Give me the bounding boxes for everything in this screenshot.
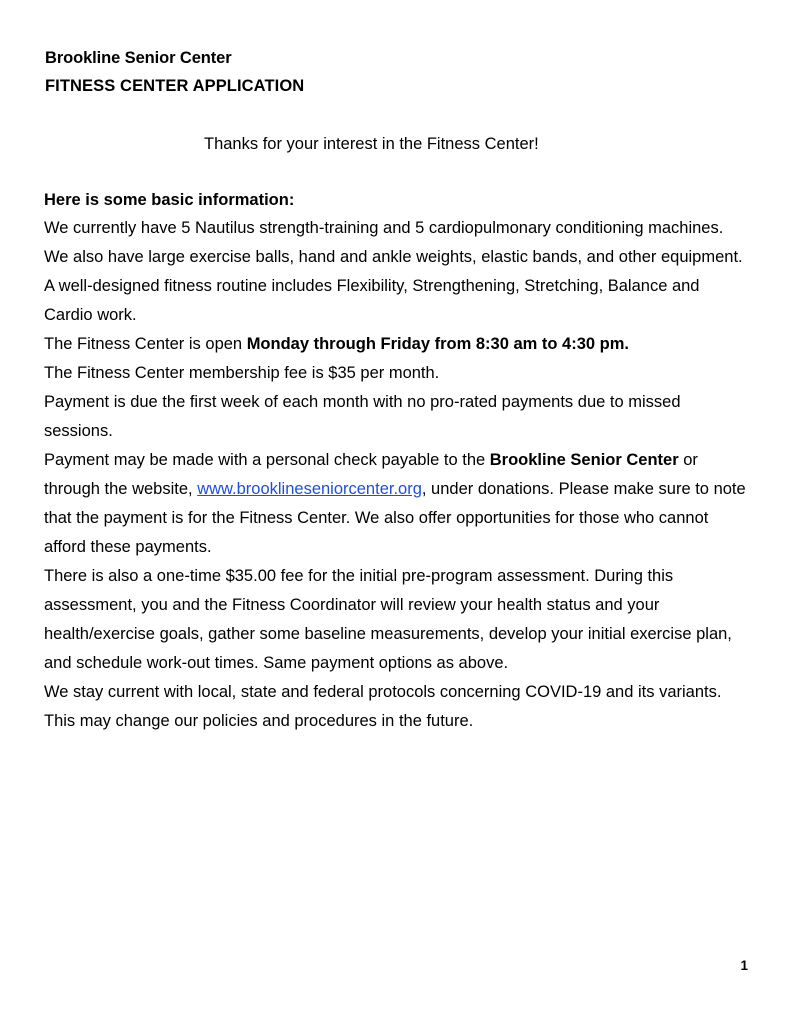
paragraph-fee-line1: The Fitness Center membership fee is $35 per month. [44,364,440,382]
document-header [44,44,748,100]
paragraph-payment [44,446,750,562]
paragraph-equipment: We currently have 5 Nautilus strength-training and 5 cardiopulmonary conditioning machines. We also have large exercise balls, hand and ankle weights, elastic bands, and other equipment. A well-designed fitness routine includes Flexibility, Strengthening, Stretching, Balance and Cardio work. [44,219,743,324]
document-body [44,186,750,736]
document-title: FITNESS CENTER APPLICATION [45,77,305,95]
website-link[interactable]: www.brooklineseniorcenter.org [197,480,422,498]
paragraph-assessment: There is also a one-time $35.00 fee for the initial pre-program assessment. During this assessment, you and the Fitness Coordinator will review your health status and your health/exercise goals, gather some baseline measurements, develop your initial exercise plan, and schedule work-out times. Same payment options as above. [44,567,732,672]
hours-prefix-text: The Fitness Center is open [44,335,247,353]
payment-text-part2: or through the website, [44,451,698,498]
payment-payee-name: Brookline Senior Center [489,451,679,469]
greeting-line: Thanks for your interest in the Fitness Center! [204,135,539,153]
page-number: 1 [740,958,748,973]
organization-name: Brookline Senior Center [45,49,232,67]
payment-text-part3: , under donations. Please make sure to note that the payment is for the Fitness Center. We also offer opportunities for those who cannot afford these payments. [44,480,746,556]
payment-text-part1: Payment may be made with a personal check payable to the [44,451,490,469]
section-heading-basic-information: Here is some basic information: [44,191,295,209]
paragraph-covid: We stay current with local, state and federal protocols concerning COVID-19 and its variants. This may change our policies and procedures in the future. [44,683,722,730]
paragraph-hours [44,330,750,359]
paragraph-fee-line2: Payment is due the first week of each month with no pro-rated payments due to missed sessions. [44,393,681,440]
hours-bold-text: Monday through Friday from 8:30 am to 4:30 pm. [246,335,629,353]
